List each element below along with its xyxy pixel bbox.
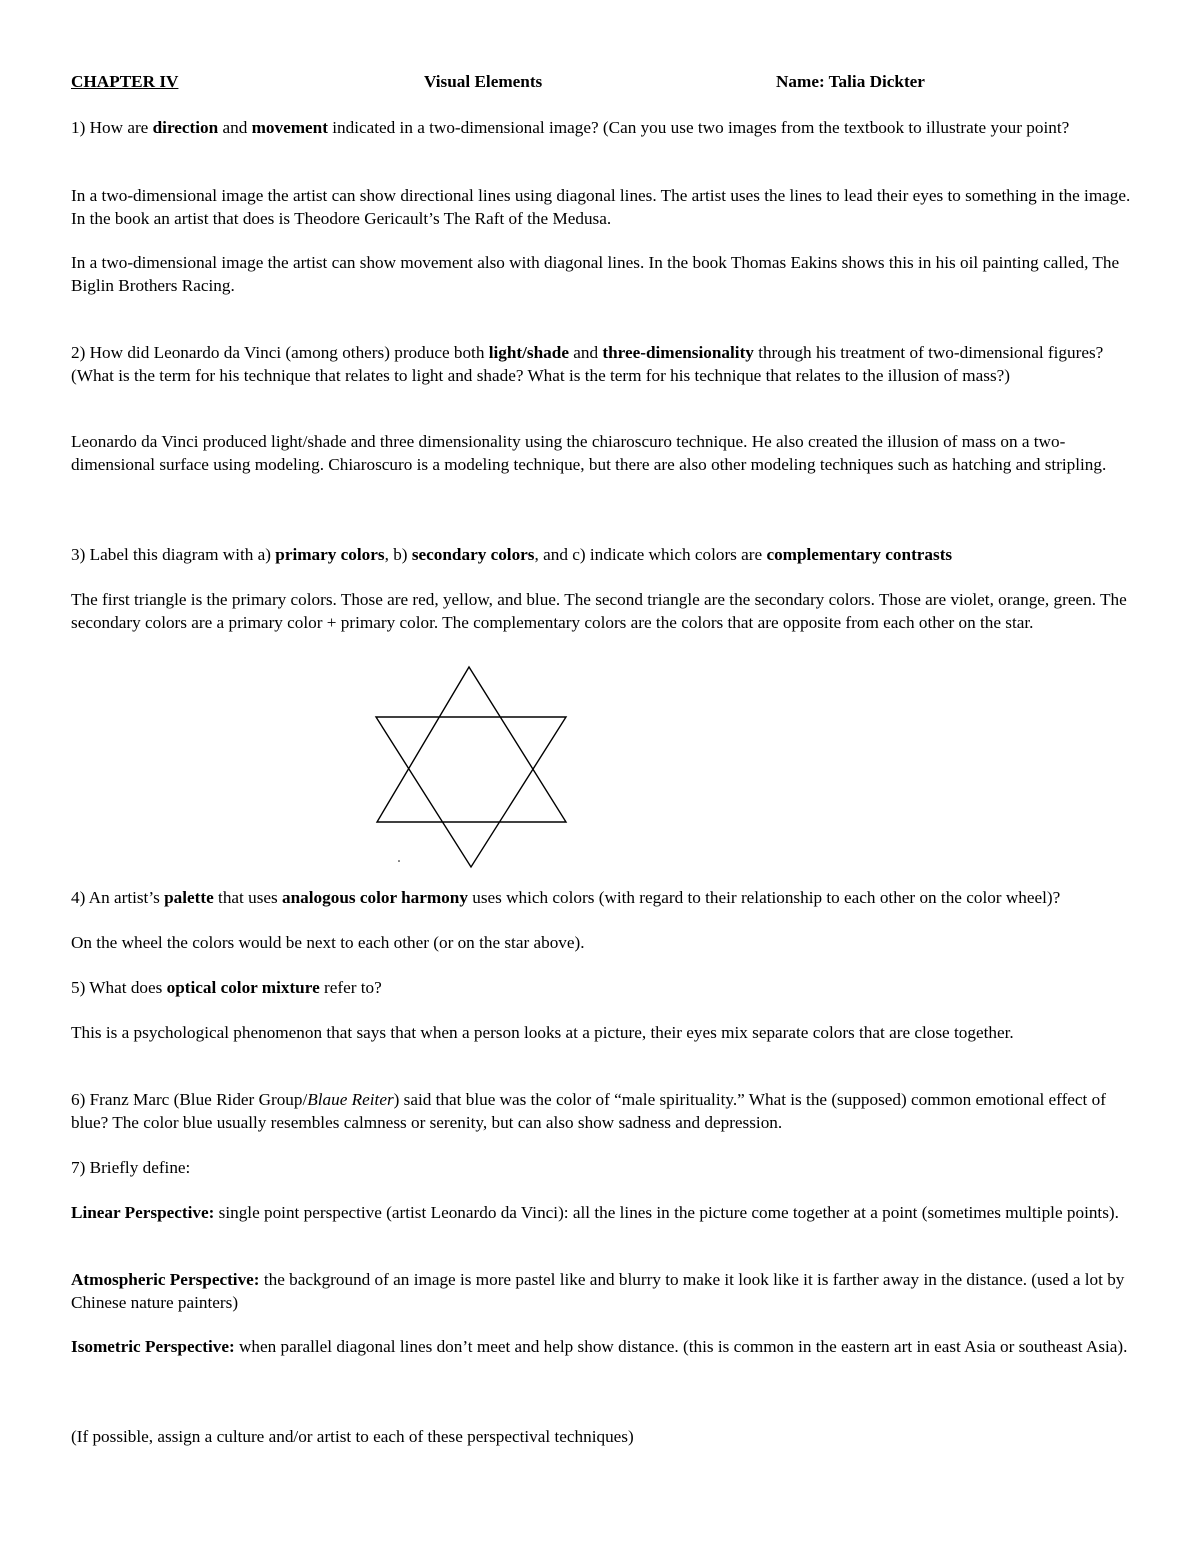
term-analogous-color-harmony: analogous color harmony xyxy=(282,888,468,907)
term-direction: direction xyxy=(152,118,219,137)
question-text: refer to? xyxy=(319,978,382,997)
question-text: 1) How are xyxy=(71,118,153,137)
definition-text: when parallel diagonal lines don’t meet and help show distance. (this is common in the eastern art in east Asia or southeast Asia). xyxy=(234,1337,1128,1356)
answer-2: Leonardo da Vinci produced light/shade and three dimensionality using the chiaroscuro technique. He also created the illusion of mass on a two-dimensional surface using modeling. Chiaroscuro is a modeling technique, but there are also other modeling techniques such as hatching and stripling. xyxy=(71,432,1107,474)
term-movement: movement xyxy=(251,118,328,137)
term-secondary-colors: secondary colors xyxy=(411,545,535,564)
question-text: , b) xyxy=(384,545,412,564)
term-primary-colors: primary colors xyxy=(275,545,385,564)
question-text: 5) What does xyxy=(71,978,167,997)
document-title: Visual Elements xyxy=(424,72,543,91)
question-text: ) said that blue was the color of “male spirituality.” What is the (supposed) common emotional effect of blue? The color blue usually resembles calmness or serenity, but can also show sadness and depression. xyxy=(71,1090,1106,1132)
term-light-shade: light/shade xyxy=(488,343,569,362)
question-text: and xyxy=(568,343,603,362)
definition-atmospheric-perspective xyxy=(71,1269,1133,1314)
question-2 xyxy=(71,342,1133,387)
term-atmospheric-perspective: Atmospheric Perspective: xyxy=(71,1270,260,1289)
question-text: 4) An artist’s xyxy=(71,888,165,907)
definition-text: the background of an image is more pastel like and blurry to make it look like it is farther away in the distance. (used a lot by Chinese nature painters) xyxy=(71,1270,1125,1312)
upward-triangle xyxy=(377,667,566,822)
definition-isometric-perspective xyxy=(71,1336,1133,1359)
question-4 xyxy=(71,887,1133,910)
question-text: indicated in a two-dimensional image? (Can you use two images from the textbook to illustrate your point? xyxy=(327,118,1070,137)
page-header xyxy=(71,71,1133,95)
student-name: Name: Talia Dickter xyxy=(776,72,925,91)
question-text: that uses xyxy=(213,888,283,907)
definition-linear-perspective xyxy=(71,1202,1133,1225)
answer-4: On the wheel the colors would be next to each other (or on the star above). xyxy=(71,933,585,952)
question-text: , and c) indicate which colors are xyxy=(534,545,767,564)
question-1 xyxy=(71,117,1133,140)
term-palette: palette xyxy=(164,888,214,907)
question-text: through his treatment of two-dimensional figures? (What is the term for his technique that relates to light and shade? What is the term for his technique that relates to the illusion of mass?) xyxy=(71,343,1104,385)
question-3 xyxy=(71,544,1133,567)
question-text: uses which colors (with regard to their relationship to each other on the color wheel)? xyxy=(467,888,1061,907)
answer-1-paragraph-2: In a two-dimensional image the artist can show movement also with diagonal lines. In the book Thomas Eakins shows this in his oil painting called, The Biglin Brothers Racing. xyxy=(71,253,1120,295)
term-linear-perspective: Linear Perspective: xyxy=(71,1203,215,1222)
definition-text: single point perspective (artist Leonardo da Vinci): all the lines in the picture come together at a point (sometimes multiple points). xyxy=(214,1203,1119,1222)
answer-3: The first triangle is the primary colors. Those are red, yellow, and blue. The second triangle are the secondary colors. Those are violet, orange, green. The secondary colors are a primary color + primary color. The complementary colors are the colors that are opposite from each other on the star. xyxy=(71,590,1127,632)
question-text: and xyxy=(218,118,252,137)
term-complementary-contrasts: complementary contrasts xyxy=(766,545,953,564)
chapter-heading: CHAPTER IV xyxy=(71,72,179,91)
question-text: 2) How did Leonardo da Vinci (among others) produce both xyxy=(71,343,489,362)
question-text: 6) Franz Marc (Blue Rider Group/ xyxy=(71,1090,308,1109)
question-6 xyxy=(71,1089,1133,1134)
downward-triangle xyxy=(376,717,566,867)
question-5 xyxy=(71,977,1133,1000)
term-three-dimensionality: three-dimensionality xyxy=(602,343,754,362)
question-7: 7) Briefly define: xyxy=(71,1158,191,1177)
term-isometric-perspective: Isometric Perspective: xyxy=(71,1337,235,1356)
footer-instruction: (If possible, assign a culture and/or artist to each of these perspectival techniques) xyxy=(71,1427,634,1446)
answer-5: This is a psychological phenomenon that says that when a person looks at a picture, their eyes mix separate colors that are close together. xyxy=(71,1023,1014,1042)
star-diagram xyxy=(370,662,574,872)
term-blaue-reiter: Blaue Reiter xyxy=(307,1090,394,1109)
question-text: 3) Label this diagram with a) xyxy=(71,545,276,564)
term-optical-color-mixture: optical color mixture xyxy=(166,978,320,997)
answer-1-paragraph-1: In a two-dimensional image the artist can show directional lines using diagonal lines. The artist uses the lines to lead their eyes to something in the image. In the book an artist that does is Theodore Gericault’s The Raft of the Medusa. xyxy=(71,186,1131,228)
